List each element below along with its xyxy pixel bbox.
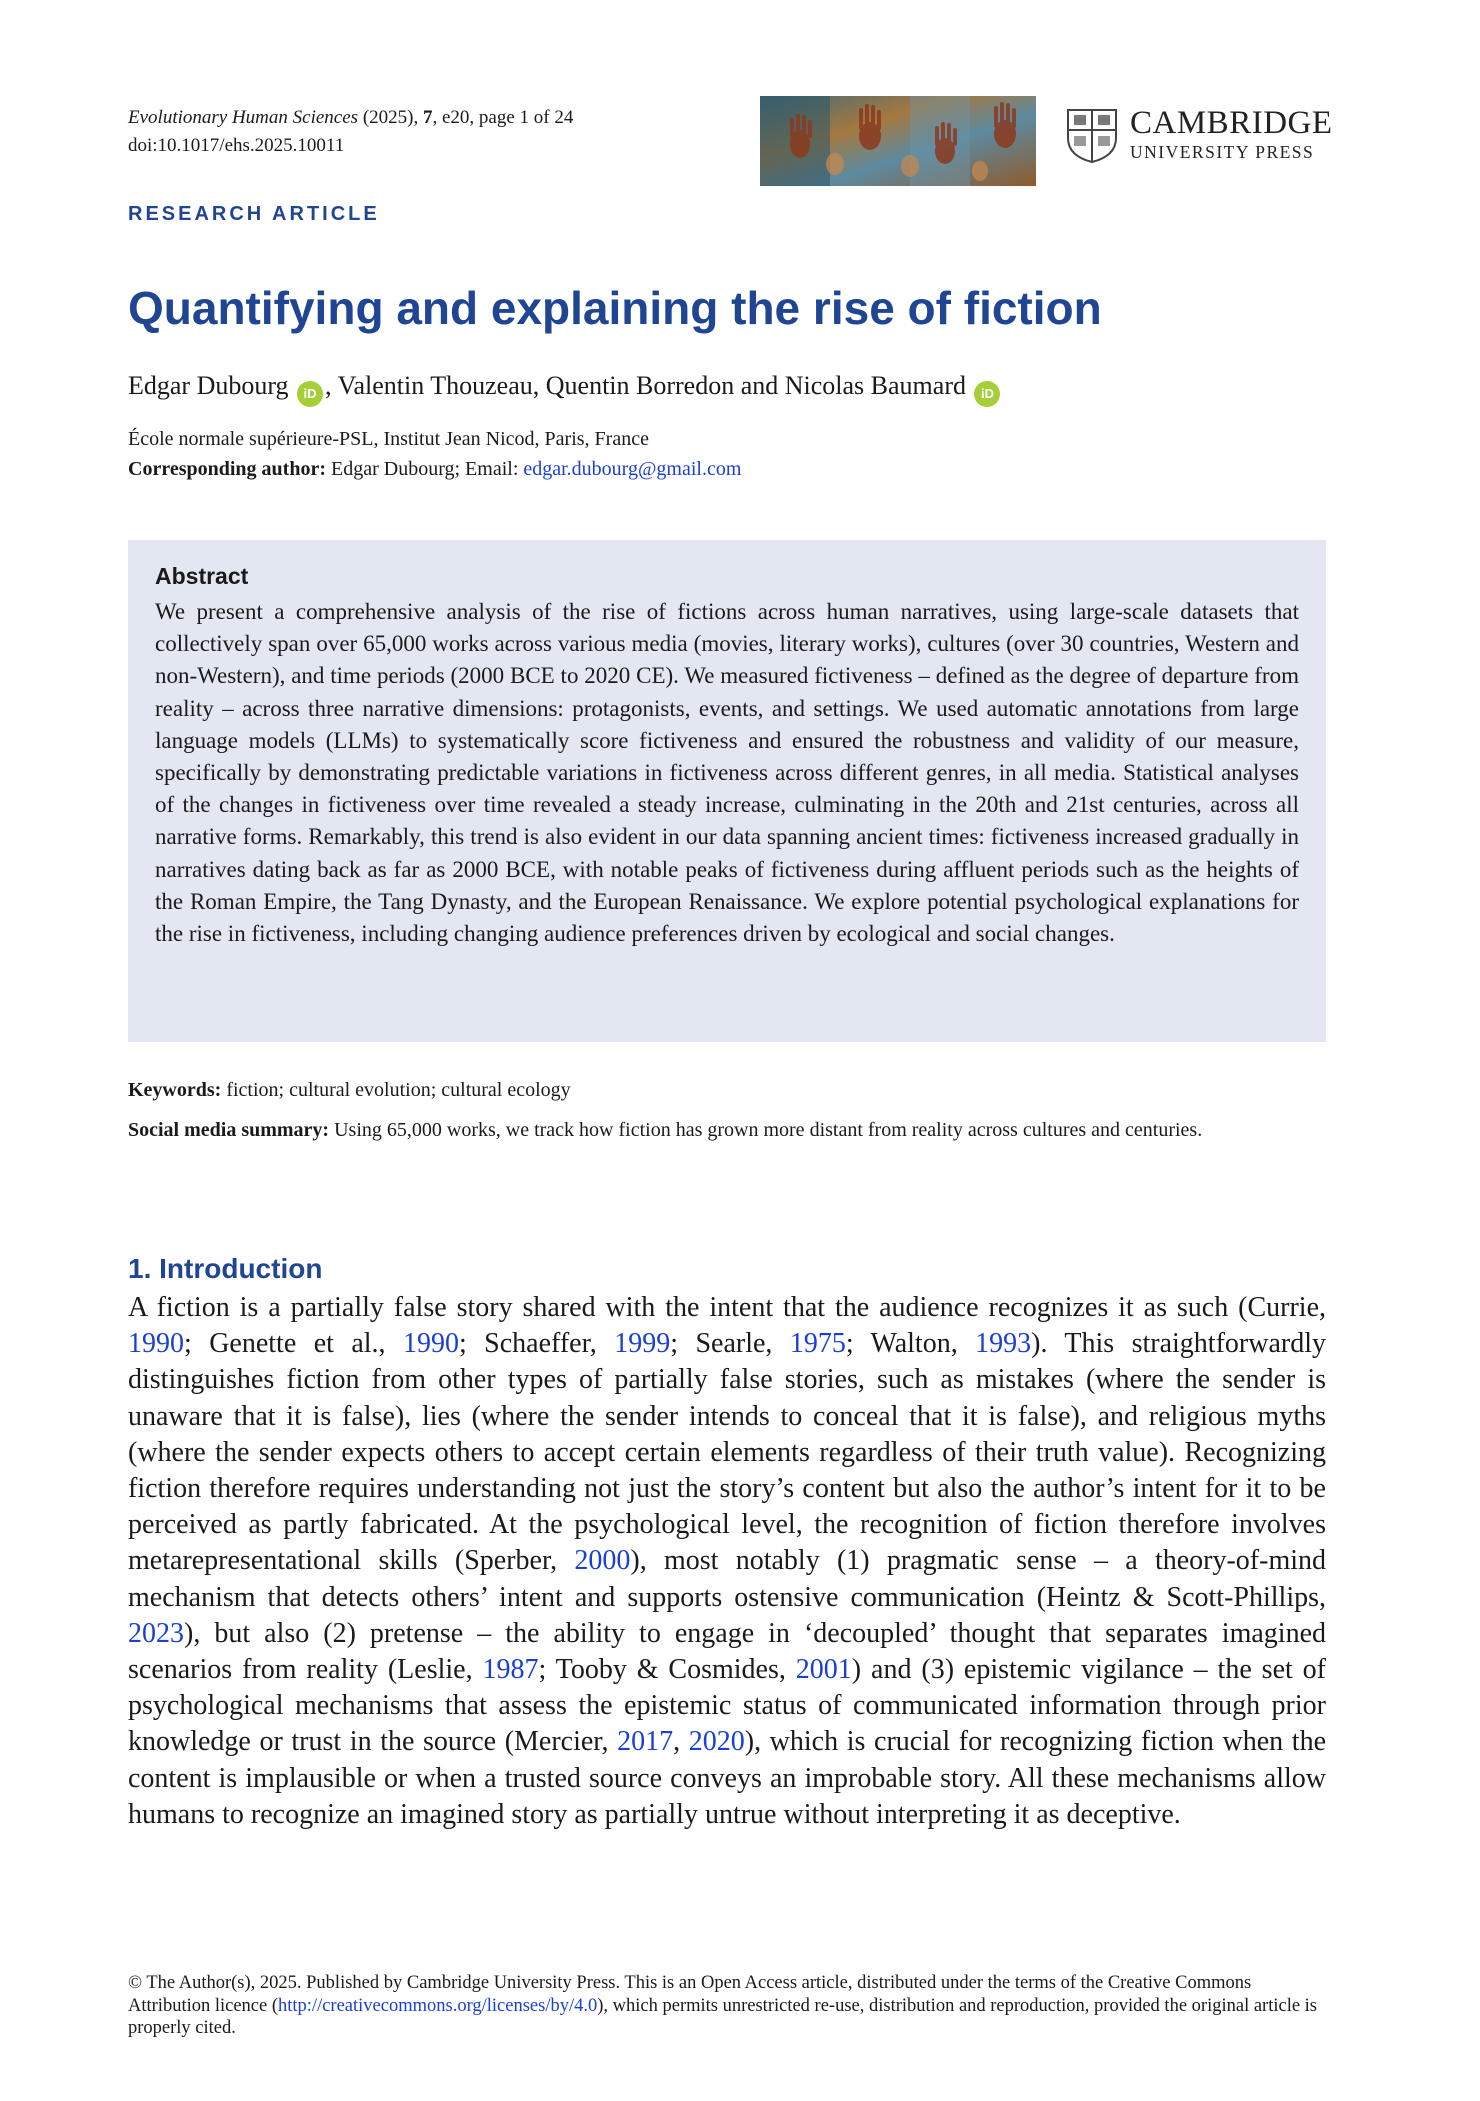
text-run: ), but also (2) pretense – the ability to engage in ‘decoupled’ thought that separates imagined scenarios from reality (Leslie,	[128, 1617, 1326, 1686]
license-text: © The Author(s), 2025. Published by Cambridge University Press. This is an Open Access article, distributed under the terms of the Creative Commons Attribution licence (	[128, 1973, 1252, 2016]
text-run: ). This straightforwardly distinguishes fiction from other types of partially false stories, such as mistakes (where the sender is unaware that it is false), lies (where the sender intends to conceal that it is false), and religious myths (where the sender expects others to accept certain elements regardless of their truth value). Recognizing fiction therefore requires understanding not just the story’s content but also the author’s intent for it to be perceived as partly fabricated. At the psychological level, the recognition of fiction therefore involves metarepresentational skills (Sperber,	[128, 1328, 1326, 1577]
orcid-icon[interactable]: iD	[974, 381, 1000, 407]
citation-link[interactable]: 1999	[614, 1328, 671, 1360]
text-run: ), most notably (1) pragmatic sense – a theory-of-mind mechanism that detects others’ intent and supports ostensive communication (Heintz & Scott-Phillips,	[128, 1545, 1327, 1613]
license-text: ), which permits unrestricted re-use, distribution and reproduction, provided the original article is properly cited.	[128, 1995, 1318, 2038]
affiliation: École normale supérieure-PSL, Institut Jean Nicod, Paris, France	[128, 428, 649, 450]
citation-link[interactable]: 1987	[482, 1654, 539, 1686]
cambridge-shield-icon	[1066, 108, 1118, 169]
author-name: Edgar Dubourg	[128, 371, 289, 400]
article-type: RESEARCH ARTICLE	[128, 203, 380, 225]
author-names: , Valentin Thouzeau, Quentin Borredon and Nicolas Baumard	[325, 371, 966, 400]
email-link[interactable]: edgar.dubourg@gmail.com	[523, 458, 742, 480]
journal-name: Evolutionary Human Sciences	[128, 107, 359, 128]
publisher-name: CAMBRIDGE	[1130, 105, 1333, 141]
text-run: ,	[673, 1726, 689, 1758]
social-media-summary	[128, 1115, 1326, 1145]
text-run: ; Tooby & Cosmides,	[538, 1654, 796, 1686]
orcid-icon[interactable]: iD	[297, 381, 323, 407]
abstract-heading: Abstract	[155, 563, 249, 589]
citation-link[interactable]: 2001	[795, 1654, 852, 1686]
keywords-label: Keywords:	[128, 1079, 222, 1101]
text-run: ), which is crucial for recognizing fiction when the content is implausible or when a trusted source conveys an improbable story. All these mechanisms allow humans to recognize an imagined story as partially untrue without interpreting it as deceptive.	[128, 1726, 1327, 1830]
journal-volume: 7	[422, 107, 433, 128]
license-link[interactable]: http://creativecommons.org/licenses/by/4.0	[278, 1995, 598, 2016]
citation-link[interactable]: 1993	[975, 1328, 1032, 1360]
abstract-box	[128, 540, 1326, 1042]
citation-link[interactable]: 1990	[402, 1328, 459, 1360]
social-text: Using 65,000 works, we track how fiction has grown more distant from reality across cultures and centuries.	[329, 1119, 1203, 1141]
text-run: ; Searle,	[670, 1328, 790, 1360]
page-title: Quantifying and explaining the rise of fiction	[128, 282, 1102, 334]
publisher-subtitle: UNIVERSITY PRESS	[1130, 142, 1315, 162]
cover-art-image	[760, 96, 1036, 186]
text-run: ; Genette et al.,	[184, 1328, 403, 1360]
keywords-text: fiction; cultural evolution; cultural ecology	[221, 1079, 571, 1101]
social-label: Social media summary:	[128, 1119, 330, 1141]
citation-link[interactable]: 2020	[688, 1726, 745, 1758]
abstract-text: We present a comprehensive analysis of the rise of fictions across human narratives, using large-scale datasets that collectively span over 65,000 works across various media (movies, literary works), cultures (over 30 countries, Western and non-Western), and time periods (2000 BCE to 2020 CE). We measured fictiveness – defined as the degree of departure from reality – across three narrative dimensions: protagonists, events, and settings. We used automatic annotations from large language models (LLMs) to systematically score fictiveness and ensured the robustness and validity of our measure, specifically by demonstrating predictable variations in fictiveness across different genres, in all media. Statistical analyses of the changes in fictiveness over time revealed a steady increase, culminating in the 20th and 21st centuries, across all narrative forms. Remarkably, this trend is also evident in our data spanning ancient times: fictiveness increased gradually in narratives dating back as far as 2000 BCE, with notable peaks of fictiveness during affluent periods such as the heights of the Roman Empire, the Tang Dynasty, and the European Renaissance. We explore potential psychological explanations for the rise in fictiveness, including changing audience preferences driven by ecological and social changes.	[155, 599, 1299, 947]
citation-link[interactable]: 2000	[574, 1545, 631, 1577]
intro-paragraph	[128, 1290, 1326, 1833]
doi[interactable]: doi:10.1017/ehs.2025.10011	[128, 135, 345, 156]
text-run: A fiction is a partially false story shared with the intent that the audience recognizes it as such (Currie,	[128, 1292, 1326, 1323]
citation-link[interactable]: 2023	[128, 1617, 184, 1649]
author-list	[128, 368, 1002, 407]
text-run: ; Schaeffer,	[458, 1328, 615, 1360]
citation-link[interactable]: 1975	[789, 1328, 846, 1360]
keywords	[128, 1075, 571, 1105]
journal-issue-page: , e20, page 1 of 24	[432, 107, 574, 128]
corresponding-text: Edgar Dubourg; Email:	[326, 458, 524, 480]
text-run: ) and (3) epistemic vigilance – the set of psychological mechanisms that assess the epistemic status of communicated information through prior knowledge or trust in the source (Mercier,	[128, 1654, 1327, 1758]
journal-citation	[128, 104, 573, 160]
citation-link[interactable]: 1990	[128, 1328, 184, 1360]
corresponding-author	[128, 454, 741, 484]
corresponding-label: Corresponding author:	[128, 458, 326, 480]
journal-year: (2025),	[362, 107, 419, 128]
citation-link[interactable]: 2017	[617, 1726, 674, 1758]
section-heading: 1. Introduction	[128, 1253, 323, 1284]
license-footer	[128, 1972, 1326, 2040]
text-run: ; Walton,	[845, 1328, 976, 1360]
